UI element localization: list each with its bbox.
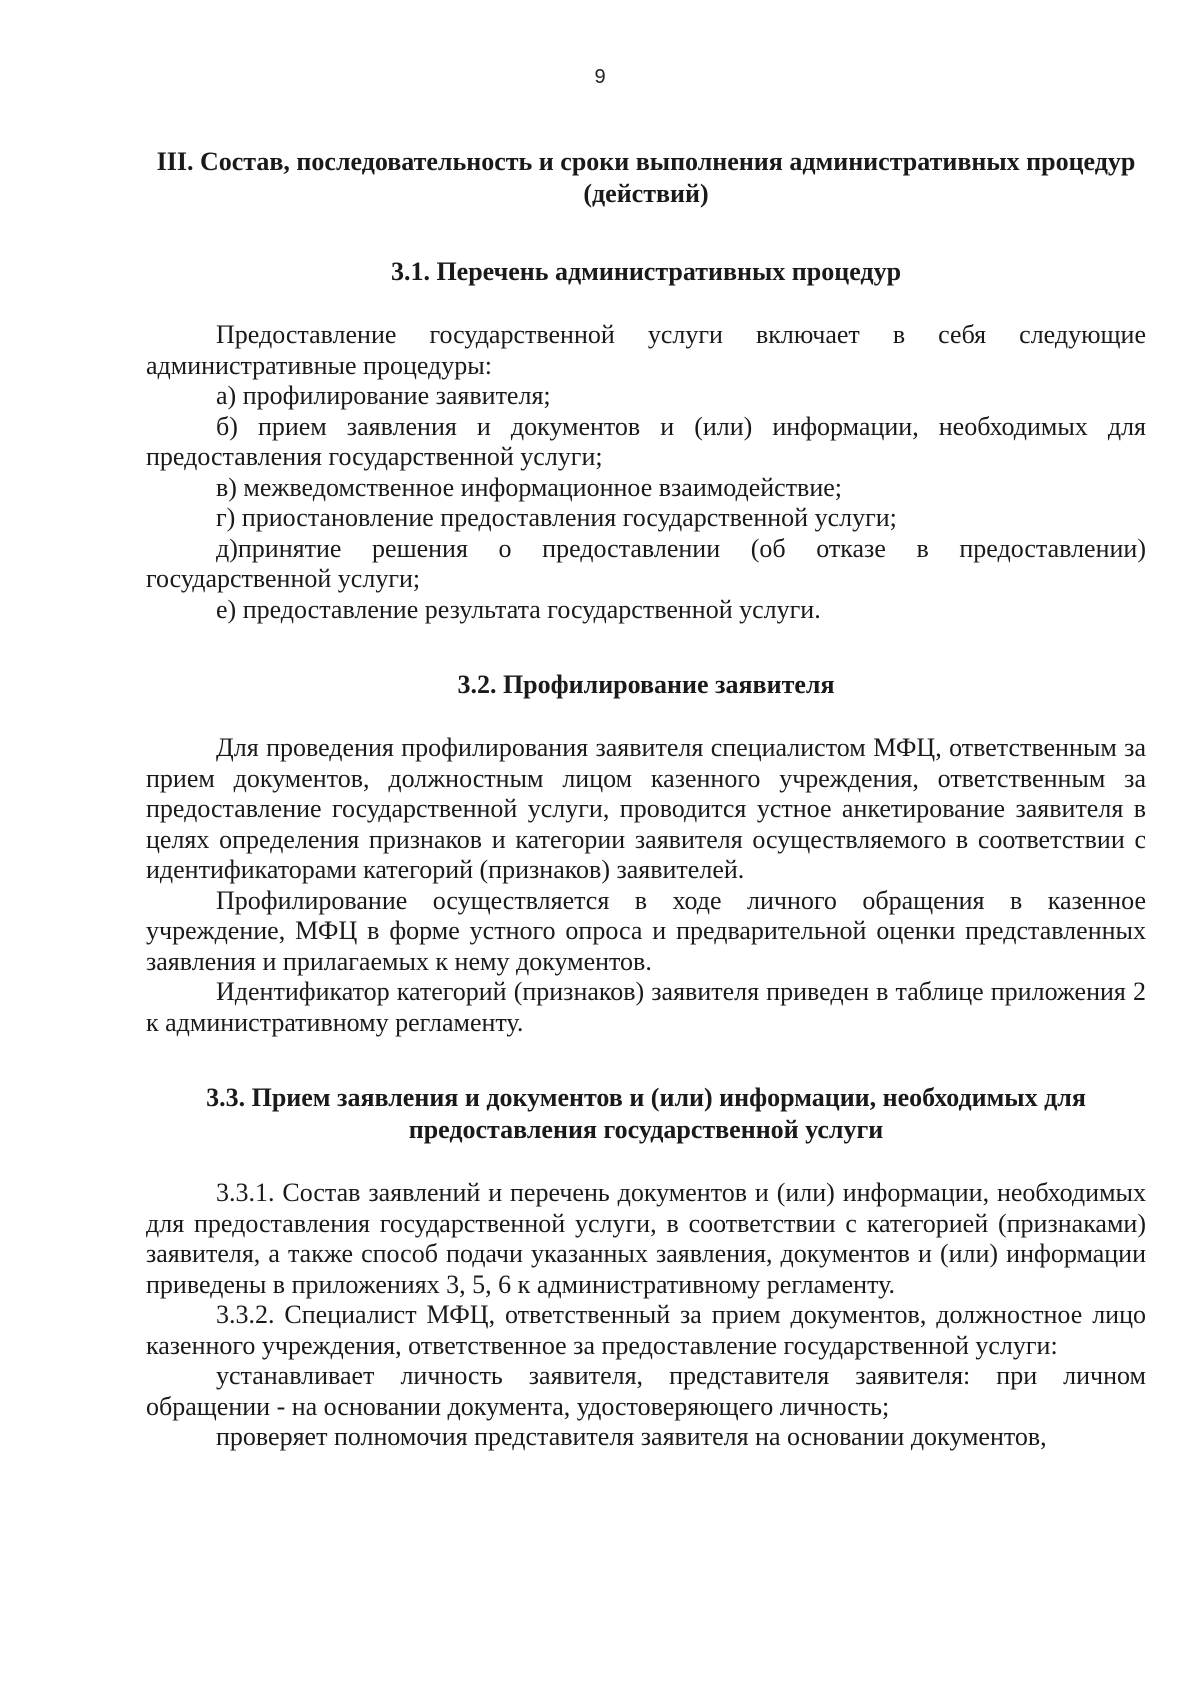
section-3-3-paragraph-2: 3.3.2. Специалист МФЦ, ответственный за прием документов, должностное лицо казенного учреждения, ответственное за предоставление государственной услуги: bbox=[146, 1300, 1146, 1360]
procedure-item-d: д)принятие решения о предоставлении (об отказе в предоставлении) государственной услуги; bbox=[146, 533, 1146, 593]
section-3-2-paragraph-1: Для проведения профилирования заявителя специалистом МФЦ, ответственным за прием документов, должностным лицом казенного учреждения, ответственным за предоставление государственной услуги, проводится устное анкетирование заявителя в целях определения признаков и категории заявителя осуществляемого в соответствии с идентификаторами категорий (признаков) заявителей. bbox=[146, 733, 1146, 884]
procedure-item-e: е) предоставление результата государственной услуги. bbox=[216, 594, 821, 624]
section-3-2-paragraph-2: Профилирование осуществляется в ходе личного обращения в казенное учреждение, МФЦ в форме устного опроса и предварительной оценки представленных заявления и прилагаемых к нему документов. bbox=[146, 885, 1146, 976]
procedure-item-a: а) профилирование заявителя; bbox=[216, 381, 551, 410]
page-content bbox=[146, 138, 1146, 1453]
section-3-3-paragraph-4: проверяет полномочия представителя заявителя на основании документов, bbox=[216, 1422, 1047, 1451]
procedure-item-v: в) межведомственное информационное взаимодействие; bbox=[216, 472, 843, 502]
section-3-title: III. Состав, последовательность и сроки выполнения административных процедур (действий) bbox=[156, 147, 1136, 208]
section-3-1-title: 3.1. Перечень административных процедур bbox=[390, 257, 902, 286]
page-number: 9 bbox=[594, 66, 606, 88]
section-3-2-title: 3.2. Профилирование заявителя bbox=[457, 670, 835, 699]
procedure-item-g: г) приостановление предоставления государственной услуги; bbox=[216, 503, 897, 532]
section-3-3-title: 3.3. Прием заявления и документов и (или) информации, необходимых для предоставления государственной услуги bbox=[206, 1083, 1086, 1144]
section-3-3-paragraph-1: 3.3.1. Состав заявлений и перечень документов и (или) информации, необходимых для предоставления государственной услуги, в соответствии с категорией (признаками) заявителя, а также способ подачи указанных заявления, документов и (или) информации приведены в приложениях 3, 5, 6 к административному регламенту. bbox=[146, 1178, 1146, 1299]
section-3-3-paragraph-3: устанавливает личность заявителя, представителя заявителя: при личном обращении - на основании документа, удостоверяющего личность; bbox=[146, 1361, 1146, 1421]
procedure-item-b: б) прием заявления и документов и (или) информации, необходимых для предоставления государственной услуги; bbox=[146, 411, 1146, 471]
section-3-2-paragraph-3: Идентификатор категорий (признаков) заявителя приведен в таблице приложения 2 к административному регламенту. bbox=[146, 977, 1146, 1037]
section-3-1-intro: Предоставление государственной услуги включает в себя следующие административные процедуры: bbox=[146, 320, 1146, 380]
